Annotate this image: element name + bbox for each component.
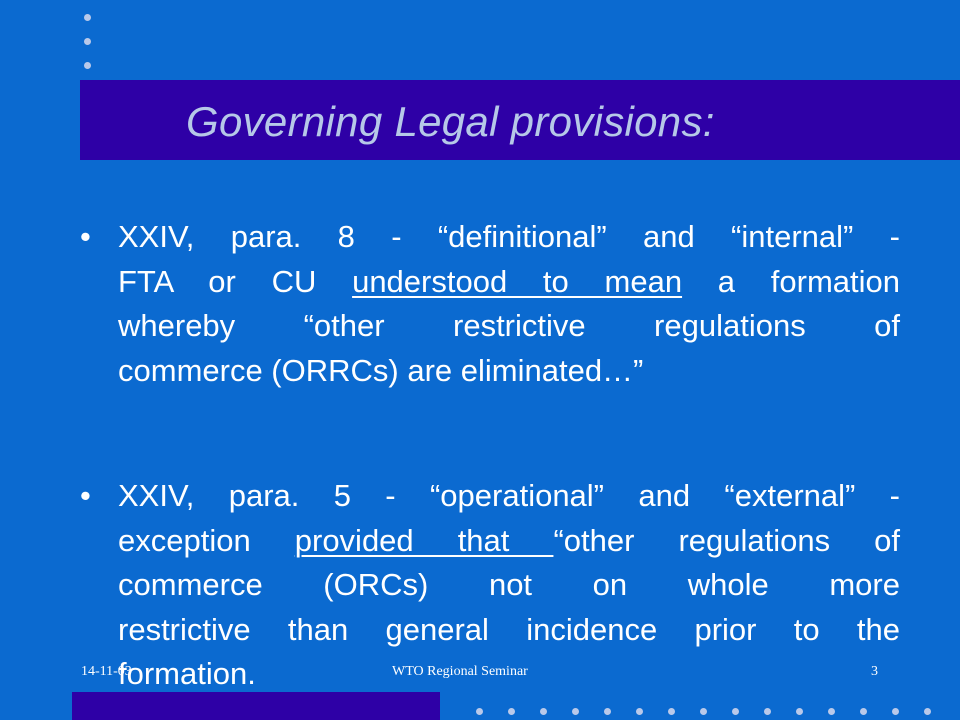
decorative-dot bbox=[732, 708, 739, 715]
footer-band bbox=[72, 692, 440, 720]
decorative-dot bbox=[604, 708, 611, 715]
footer-date: 14-11-03 bbox=[81, 664, 132, 679]
bullet-marker: • bbox=[80, 219, 91, 254]
bullet-line bbox=[118, 260, 900, 305]
text-segment: exception bbox=[118, 522, 295, 558]
decorative-dot bbox=[636, 708, 643, 715]
decorative-dot bbox=[572, 708, 579, 715]
decorative-dot bbox=[476, 708, 483, 715]
bullet-line bbox=[118, 519, 900, 564]
page-number: 3 bbox=[871, 664, 878, 679]
bullet-line bbox=[118, 215, 900, 260]
decorative-dot bbox=[860, 708, 867, 715]
footer-title: WTO Regional Seminar bbox=[392, 664, 528, 679]
text-segment: commerce (ORCs) not on whole more bbox=[118, 567, 900, 602]
bullet-line bbox=[118, 349, 900, 394]
decorative-dot bbox=[828, 708, 835, 715]
bullet-line bbox=[118, 608, 900, 653]
decorative-dot bbox=[540, 708, 547, 715]
bullet-item bbox=[80, 215, 900, 393]
decorative-dot bbox=[84, 14, 91, 21]
slide-title: Governing Legal provisions: bbox=[186, 98, 715, 145]
decorative-dot bbox=[700, 708, 707, 715]
decorative-dot bbox=[892, 708, 899, 715]
underlined-phrase: provided that bbox=[294, 522, 554, 558]
decorative-dot bbox=[924, 708, 931, 715]
decorative-dots-top bbox=[84, 8, 94, 72]
text-segment: “other regulations of bbox=[553, 522, 900, 558]
text-segment: FTA or CU bbox=[118, 263, 353, 299]
text-segment: XXIV, para. 8 - “definitional” and “internal” - bbox=[118, 219, 900, 254]
text-segment: restrictive than general incidence prior to the bbox=[118, 611, 900, 647]
bullet-line bbox=[118, 563, 900, 608]
decorative-dot bbox=[84, 38, 91, 45]
underlined-phrase: understood to mean bbox=[352, 263, 683, 299]
decorative-dot bbox=[508, 708, 515, 715]
text-segment: XXIV, para. 5 - “operational” and “external” - bbox=[118, 478, 900, 513]
slide-body bbox=[80, 215, 900, 697]
decorative-dot bbox=[796, 708, 803, 715]
decorative-dots-bottom bbox=[470, 705, 950, 717]
bullet-line bbox=[118, 474, 900, 519]
decorative-dot bbox=[668, 708, 675, 715]
text-segment: formation. bbox=[118, 656, 256, 691]
bullet-marker: • bbox=[80, 478, 91, 513]
text-segment: commerce (ORRCs) are eliminated…” bbox=[118, 352, 644, 388]
bullet-line bbox=[118, 304, 900, 349]
decorative-dot bbox=[84, 62, 91, 69]
text-segment: a formation bbox=[682, 263, 900, 299]
text-segment: whereby “other restrictive regulations of bbox=[118, 308, 900, 343]
decorative-dot bbox=[764, 708, 771, 715]
